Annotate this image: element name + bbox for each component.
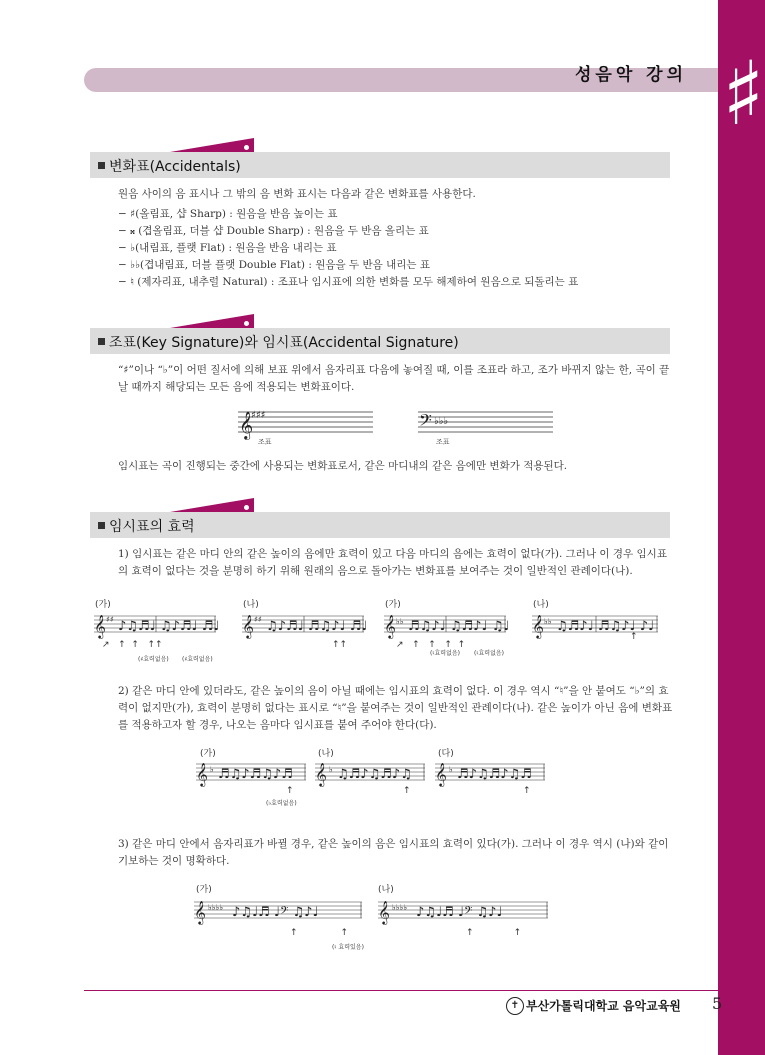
svg-text:♭♭♭♭: ♭♭♭♭ [208,903,224,912]
rule-1-paragraph: 1) 임시표는 같은 마디 안의 같은 높이의 음에만 효력이 있고 다음 마디의 음에는 효력이 없다(가). 그러나 이 경우 임시표의 효력이 없다는 것을 분명히 하기 위해 원래의 음으로 돌아가는 변화표를 보여주는 것이 일반적인 관례이다(나). [118,548,667,577]
section-tab [170,138,254,152]
section-bar-accidental-effect [90,512,670,538]
key-signature-paragraph: “♯”이나 “♭”이 어떤 질서에 의해 보표 위에서 음자리표 다음에 놓여질 때, 이를 조표라 하고, 조가 바뀌지 않는 한, 곡이 끝날 때까지 해당되는 모든 음에 적용되는 변화표이다. [118,364,670,393]
svg-text:𝄞: 𝄞 [384,614,396,638]
arrow-mark: ↑ [403,786,411,796]
arrow-mark: ↑ [286,786,294,796]
staff-label: 조표 [436,438,450,446]
arrow-mark: ↑ [523,786,531,796]
svg-text:𝄞: 𝄞 [196,762,208,786]
arrow-mark: ↗ ↑ ↑ ↑ ↑ [396,640,466,650]
rule-3-paragraph: 3) 같은 마디 안에서 음자리표가 바뀔 경우, 같은 높이의 음은 임시표의 효력이 있다(가). 그러나 이 경우 역시 (나)와 같이 기보하는 것이 명확하다. [118,838,669,867]
rule-2-paragraph: 2) 같은 마디 안에 있더라도, 같은 높이의 음이 아닐 때에는 임시표의 효력이 없다. 이 경우 역시 “♮”을 안 붙여도 “♭”의 효력이 없지만(가), 효력이 분명히 없다는 표시로 “♮”을 붙여주는 것이 일반적인 관례이다(나). 같은 높이가 아닌 음에 변화표를 적용하고자 할 경우, 나오는 음마다 임시표를 붙여 주어야 한다(다). [118,685,673,731]
svg-text:𝄞: 𝄞 [532,614,544,638]
example-label: (나) [378,885,394,895]
svg-text:𝄞: 𝄞 [435,762,447,786]
svg-text:𝄞: 𝄞 [94,614,106,638]
example-label: (가) [385,600,401,610]
example-annotation: (♮효력없음) [474,650,505,657]
accidental-item-natural: − ♮ (제자리표, 내추럴 Natural) : 조표나 임시표에 의한 변화를 모두 해제하여 원음으로 되돌리는 표 [118,276,579,288]
arrow-mark: ↑ ↑ [466,928,522,938]
arrow-mark: ↗ ↑ ↑ ↑↑ [102,640,163,650]
svg-text:♭: ♭ [210,765,214,774]
svg-text:♯♯: ♯♯ [106,615,114,624]
example-annotation: (♮효력없음) [430,650,461,657]
section-title-accidental-effect: 임시표의 효력 [98,516,195,536]
tab-dot [244,321,249,326]
accidental-item-flat: − ♭(내림표, 플랫 Flat) : 원음을 반음 내리는 표 [118,242,337,254]
footer-divider [84,990,718,991]
music-example-1b [242,612,368,638]
svg-text:♬♫♪♩ ♫♬♪♩ ♫♩: ♬♫♪♩ ♫♬♪♩ ♫♩ [408,619,510,634]
section-bar-key-signature [90,328,670,354]
music-example-2b [315,760,425,786]
example-label: (가) [196,885,212,895]
svg-text:♭♭♭: ♭♭♭ [434,416,449,427]
example-label: (가) [95,600,111,610]
svg-text:𝄞: 𝄞 [242,614,254,638]
svg-text:𝄞: 𝄞 [194,900,206,924]
arrow-mark: ↑↑ [332,640,348,650]
svg-text:♬♫♪♬♫♪♬: ♬♫♪♬♫♪♬ [218,767,293,782]
music-example-2a [196,760,306,786]
section-title-key-signature: 조표(Key Signature)와 임시표(Accidental Signature) [98,332,459,352]
svg-text:♫♪♬♩ ♬♫♪♩ ♬♩: ♫♪♬♩ ♬♫♪♩ ♬♩ [266,619,368,634]
svg-text:𝄞: 𝄞 [315,762,327,786]
music-example-3a [194,898,362,926]
svg-text:♪♫♩♬ ♩𝄢 ♫♪♩: ♪♫♩♬ ♩𝄢 ♫♪♩ [232,905,319,920]
svg-text:♫♬♪♫♬♪♫: ♫♬♪♫♬♪♫ [337,767,412,782]
example-annotation: (♯효력없음) [138,656,169,663]
svg-text:♭: ♭ [449,765,453,774]
arrow-mark: ↑ [630,632,638,642]
svg-text:♬♪♫♬♪♫♬: ♬♪♫♬♪♫♬ [457,767,532,782]
svg-text:♯♯: ♯♯ [254,615,262,624]
example-annotation: (♯효력없음) [182,656,213,663]
example-annotation: (♭효력없음) [266,800,297,807]
music-example-1a [94,612,220,638]
svg-text:♫♬♪♩ ♬♫♪♩ ♪♩: ♫♬♪♩ ♬♫♪♩ ♪♩ [556,619,655,634]
example-label: (나) [243,600,259,610]
svg-text:𝄢: 𝄢 [419,410,432,434]
bass-key-signature-staff [418,408,553,438]
example-label: (다) [438,749,454,759]
example-label: (나) [318,749,334,759]
svg-text:♭: ♭ [329,765,333,774]
section-tab [170,498,254,512]
section-tab [170,314,254,328]
accidentals-intro: 원음 사이의 음 표시나 그 밖의 음 변화 표시는 다음과 같은 변화표를 사용한다. [118,188,476,200]
svg-text:𝄞: 𝄞 [378,900,390,924]
accidental-item-sharp: − ♯(올림표, 샵 Sharp) : 원음을 반음 높이는 표 [118,208,338,220]
svg-text:♭♭: ♭♭ [396,617,404,626]
section-bar-accidentals [90,152,670,178]
music-example-2c [435,760,545,786]
arrow-mark: ↑ ↑ [290,928,348,938]
page-header-title: 성음악 강의 [575,65,688,85]
footer-institution: 부산가톨릭대학교 음악교육원 [526,999,681,1013]
right-side-band [718,0,765,1055]
section-title-accidentals: 변화표(Accidentals) [98,156,241,176]
staff-label: 조표 [258,438,272,446]
sharp-glyph-decoration: ♯ [722,42,765,145]
accidental-item-double-sharp: − 𝄪 (겹올림표, 더블 샵 Double Sharp) : 원음을 두 반음 올리는 표 [118,225,429,237]
example-annotation: (♮ 효력있음) [332,944,364,951]
treble-key-signature-staff [238,408,373,438]
example-label: (나) [533,600,549,610]
example-label: (가) [200,749,216,759]
music-example-1d [532,612,658,638]
school-logo-icon: ✝ [506,997,524,1015]
svg-text:♪♫♩♬ ♩𝄢 ♫♪♩: ♪♫♩♬ ♩𝄢 ♫♪♩ [416,905,503,920]
music-example-3b [378,898,548,926]
tab-dot [244,145,249,150]
svg-text:𝄞: 𝄞 [239,411,254,439]
svg-text:♪♫♬♩ ♫♪♬♩ ♬♩: ♪♫♬♩ ♫♪♬♩ ♬♩ [118,619,220,634]
music-example-1c [384,612,510,638]
svg-text:♭♭: ♭♭ [544,617,552,626]
page-number: 5 [712,994,723,1013]
accidental-item-double-flat: − ♭♭(겹내림표, 더블 플랫 Double Flat) : 원음을 두 반음 내리는 표 [118,259,430,271]
tab-dot [244,505,249,510]
svg-text:♭♭♭♭: ♭♭♭♭ [392,903,408,912]
svg-text:♯♯♯: ♯♯♯ [251,410,266,421]
accidental-signature-paragraph: 임시표는 곡이 진행되는 중간에 사용되는 변화표로서, 같은 마디내의 같은 음에만 변화가 적용된다. [118,460,568,472]
